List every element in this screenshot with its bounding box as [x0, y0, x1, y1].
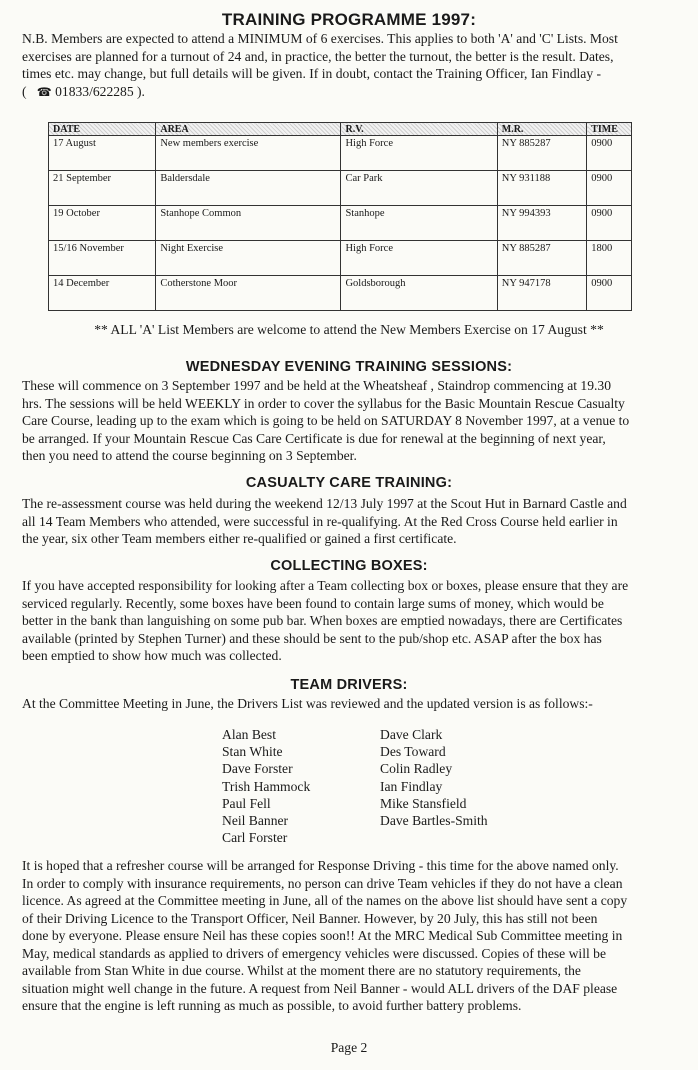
- cell-mr: NY 931188: [497, 171, 586, 206]
- cell-rv: High Force: [341, 136, 497, 171]
- paragraph-line: available from Stan White in due course. Whilst at the moment there are no statutory requirements, the: [22, 963, 581, 978]
- cell-area: Night Exercise: [156, 241, 341, 276]
- cell-time: 0900: [587, 276, 632, 311]
- paragraph-line: Care Course, leading up to the exam which is going to be held on SATURDAY 8 November 1997, at a venue to: [22, 413, 630, 428]
- drivers-list-right: [380, 726, 488, 829]
- driver-name: Alan Best: [222, 727, 276, 742]
- paragraph-line: better in the bank than languishing on some pub bar. When boxes are emptied nowadays, there are Certificates: [22, 613, 623, 628]
- driver-name: Mike Stansfield: [380, 795, 467, 811]
- cell-rv: High Force: [341, 241, 497, 276]
- phone-number: 01833/622285 ).: [55, 83, 145, 99]
- paragraph-line: May, medical standards as applied to drivers of emergency vehicles were discussed. Copies of these will be: [22, 945, 606, 961]
- paragraph-line: done by everyone. Please ensure Neil has these copies soon!! At the MRC Medical Sub Committee meeting in: [22, 928, 623, 943]
- paragraph-line: the year, six other Team members either re-qualified or gained a first certificate.: [22, 531, 457, 546]
- new-members-note: ** ALL 'A' List Members are welcome to attend the New Members Exercise on 17 August **: [94, 322, 604, 337]
- table-row: [49, 206, 632, 241]
- cell-time: 0900: [587, 206, 632, 241]
- cell-date: 17 August: [49, 136, 156, 171]
- drivers-closing-paragraph: [22, 857, 680, 1015]
- cell-date: 21 September: [49, 171, 156, 206]
- column-header-date: DATE: [49, 123, 156, 136]
- telephone-icon: ☎: [36, 84, 52, 99]
- cell-mr: NY 885287: [497, 136, 586, 171]
- paragraph-line: hrs. The sessions will be held WEEKLY in order to cover the syllabus for the Basic Mountain Rescue Casualty: [22, 395, 625, 411]
- page-title: TRAINING PROGRAMME 1997:: [221, 10, 477, 29]
- driver-name: Des Toward: [380, 744, 446, 760]
- paragraph-line: serviced regularly. Recently, some boxes have been found to contain large sums of money, which would be: [22, 595, 604, 611]
- section-heading-collecting-boxes: COLLECTING BOXES:: [270, 558, 428, 574]
- cell-rv: Goldsborough: [341, 276, 497, 311]
- section-heading-team-drivers: TEAM DRIVERS:: [290, 677, 408, 693]
- driver-name: Carl Forster: [222, 830, 288, 846]
- phone-line: [22, 83, 680, 102]
- cell-time: 0900: [587, 136, 632, 171]
- paragraph-line: The re-assessment course was held during the weekend 12/13 July 1997 at the Scout Hut in Barnard Castle and: [22, 496, 627, 511]
- training-schedule-table: [48, 122, 632, 311]
- table-row: [49, 276, 632, 311]
- cell-date: 15/16 November: [49, 241, 156, 276]
- paragraph-line: If you have accepted responsibility for looking after a Team collecting box or boxes, please ensure that they are: [22, 578, 629, 593]
- driver-name: Dave Forster: [222, 761, 293, 777]
- drivers-intro: [22, 695, 680, 713]
- cell-date: 19 October: [49, 206, 156, 241]
- wednesday-paragraph: [22, 377, 680, 465]
- driver-name: Colin Radley: [380, 761, 453, 777]
- paragraph-line: situation might well change in the future. A request from Neil Banner - would ALL drivers of the DAF please: [22, 980, 618, 996]
- driver-name: Ian Findlay: [380, 778, 443, 794]
- table-header-row: [49, 123, 632, 136]
- table-row: [49, 171, 632, 206]
- column-header-rv: R.V.: [341, 123, 497, 136]
- cell-area: New members exercise: [156, 136, 341, 171]
- driver-name: Paul Fell: [222, 795, 271, 811]
- table-row: [49, 241, 632, 276]
- cell-area: Baldersdale: [156, 171, 341, 206]
- intro-line: times etc. may change, but full details will be given. If in doubt, contact the Training Officer, Ian Findlay -: [22, 66, 602, 81]
- column-header-area: AREA: [156, 123, 341, 136]
- cell-date: 14 December: [49, 276, 156, 311]
- page-number: Page 2: [330, 1040, 368, 1055]
- casualty-paragraph: [22, 495, 680, 548]
- column-header-mr: M.R.: [497, 123, 586, 136]
- paragraph-line: In order to comply with insurance requirements, no person can drive Team vehicles if they do not have a clean: [22, 875, 623, 891]
- intro-paragraph: [22, 30, 680, 101]
- cell-mr: NY 885287: [497, 241, 586, 276]
- phone-prefix: (: [22, 83, 27, 99]
- cell-area: Stanhope Common: [156, 206, 341, 241]
- drivers-list-left: [222, 726, 310, 846]
- paragraph-line: ensure that the engine is left running as much as possible, to avoid further battery problems.: [22, 998, 522, 1013]
- intro-line: N.B. Members are expected to attend a MINIMUM of 6 exercises. This applies to both 'A' and 'C' Lists. Most: [22, 31, 618, 46]
- paragraph-line: been emptied to show how much was collected.: [22, 648, 282, 663]
- paragraph-line: licence. As agreed at the Committee meeting in June, all of the names on the above list should have sent a copy: [22, 893, 628, 908]
- section-heading-wednesday: WEDNESDAY EVENING TRAINING SESSIONS:: [185, 359, 513, 375]
- driver-name: Stan White: [222, 744, 283, 760]
- cell-rv: Stanhope: [341, 206, 497, 241]
- driver-name: Trish Hammock: [222, 778, 311, 794]
- cell-mr: NY 994393: [497, 206, 586, 241]
- intro-line: exercises are planned for a turnout of 24 and, in practice, the better the turnout, the better is the result. Dates,: [22, 48, 614, 64]
- driver-name: Neil Banner: [222, 813, 289, 829]
- paragraph-line: It is hoped that a refresher course will be arranged for Response Driving - this time for the above named only.: [22, 858, 619, 873]
- paragraph-line: all 14 Team Members who attended, were successful in re-qualifying. At the Red Cross Course held earlier in: [22, 513, 618, 529]
- cell-area: Cotherstone Moor: [156, 276, 341, 311]
- paragraph-line: These will commence on 3 September 1997 and be held at the Wheatsheaf , Staindrop commencing at 19.30: [22, 378, 612, 393]
- driver-name: Dave Clark: [380, 727, 443, 742]
- driver-name: Dave Bartles-Smith: [380, 813, 488, 829]
- table-row: [49, 136, 632, 171]
- paragraph-line: available (printed by Stephen Turner) and these should be sent to the pub/shop etc. ASAP after the box has: [22, 630, 602, 646]
- cell-mr: NY 947178: [497, 276, 586, 311]
- section-heading-casualty-care: CASUALTY CARE TRAINING:: [245, 475, 453, 491]
- cell-time: 0900: [587, 171, 632, 206]
- paragraph-line: be arranged. If your Mountain Rescue Cas Care Certificate is due for renewal at the beginning of next year,: [22, 430, 606, 446]
- collecting-boxes-paragraph: [22, 577, 680, 665]
- paragraph-line: of their Driving Licence to the Transport Officer, Neil Banner. However, by 20 July, this has still not been: [22, 910, 598, 926]
- cell-time: 1800: [587, 241, 632, 276]
- cell-rv: Car Park: [341, 171, 497, 206]
- paragraph-line: At the Committee Meeting in June, the Drivers List was reviewed and the updated version is as follows:-: [22, 696, 593, 711]
- column-header-time: TIME: [587, 123, 632, 136]
- paragraph-line: then you need to attend the course beginning on 3 September.: [22, 448, 357, 463]
